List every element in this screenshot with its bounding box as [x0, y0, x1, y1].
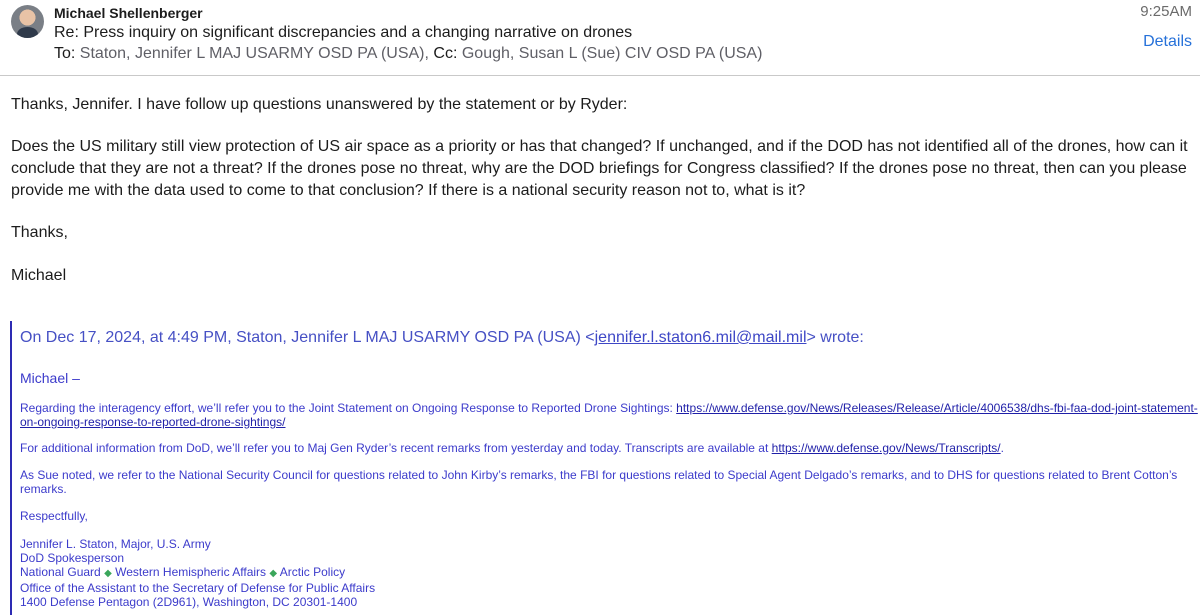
sig-areas [20, 565, 375, 581]
message-subject: Re: Press inquiry on significant discrepancies and a changing narrative on drones [54, 24, 633, 41]
quote-line-1-text: Regarding the interagency effort, we’ll refer you to the Joint Statement on Ongoing Response to Reported Drone Sightings: [20, 401, 677, 415]
message-header [0, 0, 1200, 76]
quote-line-2 [20, 441, 1198, 455]
message-time: 9:25AM [1140, 3, 1192, 20]
quote-line-3: As Sue noted, we refer to the National Security Council for questions related to John Kirby’s remarks, the FBI for questions related to Special Agent Delgado’s remarks, and to DHS for questions related to Brent Cotton’s remarks. [20, 468, 1178, 496]
quote-attribution [20, 329, 864, 347]
quote-greeting: Michael – [20, 370, 80, 386]
to-recipient[interactable]: Staton, Jennifer L MAJ USARMY OSD PA (USA), [79, 45, 429, 62]
sig-area-1: National Guard [20, 565, 101, 579]
attribution-end: > wrote: [806, 329, 864, 346]
quote-line-2-end: . [1000, 441, 1004, 455]
sender-avatar[interactable] [11, 5, 44, 38]
quote-closing: Respectfully, [20, 509, 88, 523]
quote-signature-block [20, 537, 375, 609]
joint-statement-link[interactable]: https://www.defense.gov/News/Releases/Release/Article/4006538/dhs-fbi-faa-dod-joint-statement-on-ongoing-response-to-reported-drone-sightings/ [20, 401, 1198, 429]
sig-office: Office of the Assistant to the Secretary of Defense for Public Affairs [20, 581, 376, 595]
body-signature: Michael [11, 267, 67, 284]
sig-address: 1400 Defense Pentagon (2D961), Washington, DC 20301-1400 [20, 595, 358, 609]
attribution-text: On Dec 17, 2024, at 4:49 PM, Staton, Jennifer L MAJ USARMY OSD PA (USA) < [20, 329, 595, 346]
recipients-line [54, 45, 762, 63]
transcripts-link[interactable]: https://www.defense.gov/News/Transcripts/ [771, 441, 1001, 455]
cc-label: Cc: [433, 45, 458, 62]
quote-line-2-text: For additional information from DoD, we’ll refer you to Maj Gen Ryder’s recent remarks from yesterday and today. Transcripts are available at [20, 441, 772, 455]
sender-name[interactable]: Michael Shellenberger [54, 5, 203, 21]
cc-recipient[interactable]: Gough, Susan L (Sue) CIV OSD PA (USA) [461, 45, 763, 62]
body-paragraph-2: Does the US military still view protection of US air space as a priority or has that changed? If unchanged, and if the DOD has not identified all of the drones, how can it conclude that they are not a threat? If the drones pose no threat, why are the DOD briefings for Congress classified? If the drones pose no threat, then can you please provide me with the data used to come to that conclusion? If there is a national security reason not to, what is it? [11, 138, 1188, 199]
sig-area-3: Arctic Policy [279, 565, 346, 579]
green-diamond-icon: ◆ [104, 568, 112, 579]
sig-name: Jennifer L. Staton, Major, U.S. Army [20, 537, 211, 551]
quote-line-1 [20, 401, 1198, 429]
details-link[interactable]: Details [1143, 33, 1192, 50]
sig-area-2: Western Hemispheric Affairs [115, 565, 267, 579]
body-paragraph-1: Thanks, Jennifer. I have follow up questions unanswered by the statement or by Ryder: [11, 96, 628, 113]
sender-email-link[interactable]: jennifer.l.staton6.mil@mail.mil [594, 329, 807, 346]
to-label: To: [54, 45, 76, 62]
sig-title: DoD Spokesperson [20, 551, 125, 565]
green-diamond-icon: ◆ [269, 568, 278, 579]
quoted-message [10, 321, 1196, 615]
body-paragraph-3: Thanks, [11, 224, 68, 241]
